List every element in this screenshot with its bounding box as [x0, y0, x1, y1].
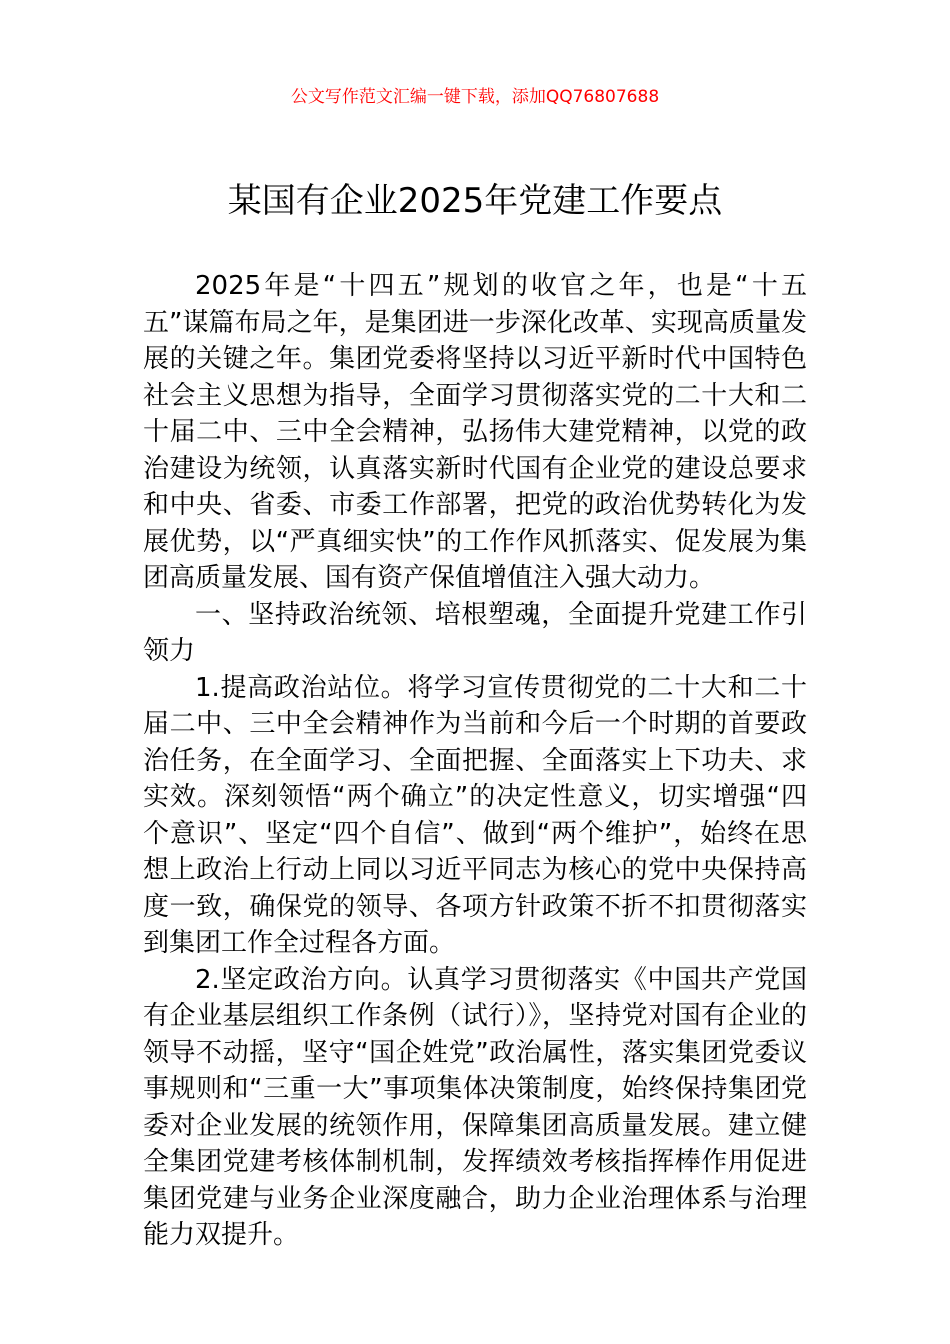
intro-paragraph: 2025年是“十四五”规划的收官之年，也是“十五五”谋篇布局之年，是集团进一步深化改革、实现高质量发展的关键之年。集团党委将坚持以习近平新时代中国特色社会主义思想为指导，全面学习贯彻落实党的二十大和二十届二中、三中全会精神，弘扬伟大建党精神，以党的政治建设为统领，认真落实新时代国有企业党的建设总要求和中央、省委、市委工作部署，把党的政治优势转化为发展优势，以“严真细实快”的工作作风抓落实、促发展为集团高质量发展、国有资产保值增值注入强大动力。 — [143, 271, 807, 593]
item-paragraph-2: 2.坚定政治方向。认真学习贯彻落实《中国共产党国有企业基层组织工作条例（试行）》，坚持党对国有企业的领导不动摇，坚守“国企姓党”政治属性，落实集团党委议事规则和“三重一大”事项集体决策制度，始终保持集团党委对企业发展的统领作用，保障集团高质量发展。建立健全集团党建考核体制机制，发挥绩效考核指挥棒作用促进集团党建与业务企业深度融合，助力企业治理体系与治理能力双提升。 — [143, 964, 807, 1250]
document-body — [143, 268, 807, 1254]
section-heading: 一、坚持政治统领、培根塑魂，全面提升党建工作引领力 — [143, 599, 807, 666]
document-title: 某国有企业2025年党建工作要点 — [227, 181, 723, 221]
item-paragraph-1: 1.提高政治站位。将学习宣传贯彻党的二十大和二十届二中、三中全会精神作为当前和今后一个时期的首要政治任务，在全面学习、全面把握、全面落实上下功夫、求实效。深刻领悟“两个确立”的决定性意义，切实增强“四个意识”、坚定“四个自信”、做到“两个维护”，始终在思想上政治上行动上同以习近平同志为核心的党中央保持高度一致，确保党的领导、各项方针政策不折不扣贯彻落实到集团工作全过程各方面。 — [143, 672, 807, 958]
header-note: 公文写作范文汇编一键下载，添加QQ76807688 — [290, 87, 660, 107]
